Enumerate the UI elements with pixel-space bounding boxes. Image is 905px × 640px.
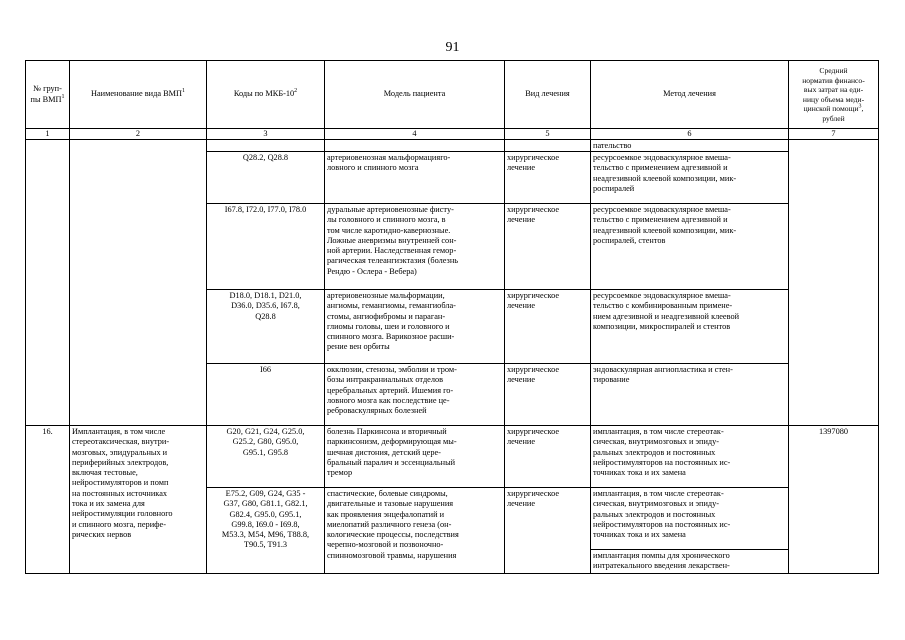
model-cell: спастические, болевые синдромы, двигательные и тазовые нарушения как проявления энцефалопатий и миелопатий различного генеза (он- кологические процессы, последствия черепно-мозговой и позвоночно- спинномозговой травмы, нарушения xyxy=(325,488,505,574)
treatment-cell: хирургическое лечение xyxy=(505,290,591,364)
method-cell: имплантация помпы для хронического интратекального введения лекарствен- xyxy=(591,550,789,574)
codes-cell: G20, G21, G24, G25.0, G25.2, G80, G95.0, G95.1, G95.8 xyxy=(207,426,325,488)
col-number: 6 xyxy=(591,129,789,140)
header-name: Наименование вида ВМП$^1$ xyxy=(70,61,207,129)
model-cell: окклюзии, стенозы, эмболии и тром- бозы интракраниальных отделов церебральных артерий. Ишемия го- ловного мозга как последствие це- реброваскулярных болезней xyxy=(325,364,505,426)
treatment-cell: хирургическое лечение xyxy=(505,426,591,488)
model-cell: артериовенозная мальформацияго- ловного и спинного мозга xyxy=(325,152,505,204)
header-group: № груп- пы ВМП$^1$ xyxy=(26,61,70,129)
model-cell: болезнь Паркинсона и вторичный паркинсонизм, деформирующая мы- шечная дистония, детский цере- бральный паралич и эссенциальный тремор xyxy=(325,426,505,488)
cost-cell: 1397080 xyxy=(789,426,879,574)
group-number-cell: 16. xyxy=(26,426,70,574)
page-number: 91 xyxy=(445,40,460,55)
vmp-table xyxy=(25,60,879,574)
treatment-cell xyxy=(505,140,591,152)
column-number-row xyxy=(26,129,879,140)
method-cell: имплантация, в том числе стереотак- сическая, внутримозговых и эпиду- ральных электродов и постоянных нейростимуляторов на постоянных ис- точниках тока и их замена xyxy=(591,488,789,550)
method-cell: ресурсоемкое эндоваскулярное вмеша- тельство с комбинированным примене- нием адгезивной и неадгезивной клеевой композиции, микроспиралей и стентов xyxy=(591,290,789,364)
header-codes: Коды по МКБ-$10^2$ xyxy=(207,61,325,129)
table-row xyxy=(26,140,879,152)
codes-cell: I67.8, I72.0, I77.0, I78.0 xyxy=(207,204,325,290)
header-model: Модель пациента xyxy=(325,61,505,129)
header-method: Метод лечения xyxy=(591,61,789,129)
codes-cell: I66 xyxy=(207,364,325,426)
col-number: 7 xyxy=(789,129,879,140)
treatment-cell: хирургическое лечение xyxy=(505,364,591,426)
col-number: 3 xyxy=(207,129,325,140)
codes-cell: Q28.2, Q28.8 xyxy=(207,152,325,204)
method-cell: пательство xyxy=(591,140,789,152)
header-row xyxy=(26,61,879,129)
header-treatment: Вид лечения xyxy=(505,61,591,129)
col-number: 2 xyxy=(70,129,207,140)
group-number-cell xyxy=(26,140,70,426)
codes-cell xyxy=(207,140,325,152)
col-number: 1 xyxy=(26,129,70,140)
treatment-cell: хирургическое лечение xyxy=(505,204,591,290)
table-row xyxy=(26,426,879,488)
cost-cell xyxy=(789,140,879,426)
model-cell: дуральные артериовенозные фисту- лы головного и спинного мозга, в том числе каротидно-кавернозные. Ложные аневризмы внутренней сон- ной артерии. Наследственная гемор- рагическая телеангиэктазия (болезнь Рендю - Ослера - Вебера) xyxy=(325,204,505,290)
header-cost: Средний норматив финансо- вых затрат на еди- ницу объема меди- цинской помощи$^3$, рублей xyxy=(789,61,879,129)
model-cell: артериовенозные мальформации, ангиомы, гемангиомы, гемангиобла- стомы, ангиофибромы и параган- глиомы головы, шеи и головного и спинного мозга. Варикозное расши- рение вен орбиты xyxy=(325,290,505,364)
col-number: 5 xyxy=(505,129,591,140)
method-cell: имплантация, в том числе стереотак- сическая, внутримозговых и эпиду- ральных электродов и постоянных нейростимуляторов на постоянных ис- точниках тока и их замена xyxy=(591,426,789,488)
treatment-cell: хирургическое лечение xyxy=(505,488,591,574)
col-number: 4 xyxy=(325,129,505,140)
vmp-name-cell: Имплантация, в том числе стереотаксическая, внутри- мозговых, эпидуральных и периферийных электродов, включая тестовые, нейростимуляторов и помп на постоянных источниках тока и их замена для нейростимуляции головного и спинного мозга, перифе- рических нервов xyxy=(70,426,207,574)
vmp-name-cell xyxy=(70,140,207,426)
codes-cell: E75.2, G09, G24, G35 - G37, G80, G81.1, G82.1, G82.4, G95.0, G95.1, G99.8, I69.0 - I69.8, M53.3, M54, M96, T88.8, T90.5, T91.3 xyxy=(207,488,325,574)
model-cell xyxy=(325,140,505,152)
treatment-cell: хирургическое лечение xyxy=(505,152,591,204)
method-cell: эндоваскулярная ангиопластика и стен- тирование xyxy=(591,364,789,426)
codes-cell: D18.0, D18.1, D21.0, D36.0, D35.6, I67.8, Q28.8 xyxy=(207,290,325,364)
method-cell: ресурсоемкое эндоваскулярное вмеша- тельство с применением адгезивной и неадгезивной клеевой композиции, мик- роспиралей xyxy=(591,152,789,204)
method-cell: ресурсоемкое эндоваскулярное вмеша- тельство с применением адгезивной и неадгезивной клеевой композиции, мик- роспиралей, стентов xyxy=(591,204,789,290)
